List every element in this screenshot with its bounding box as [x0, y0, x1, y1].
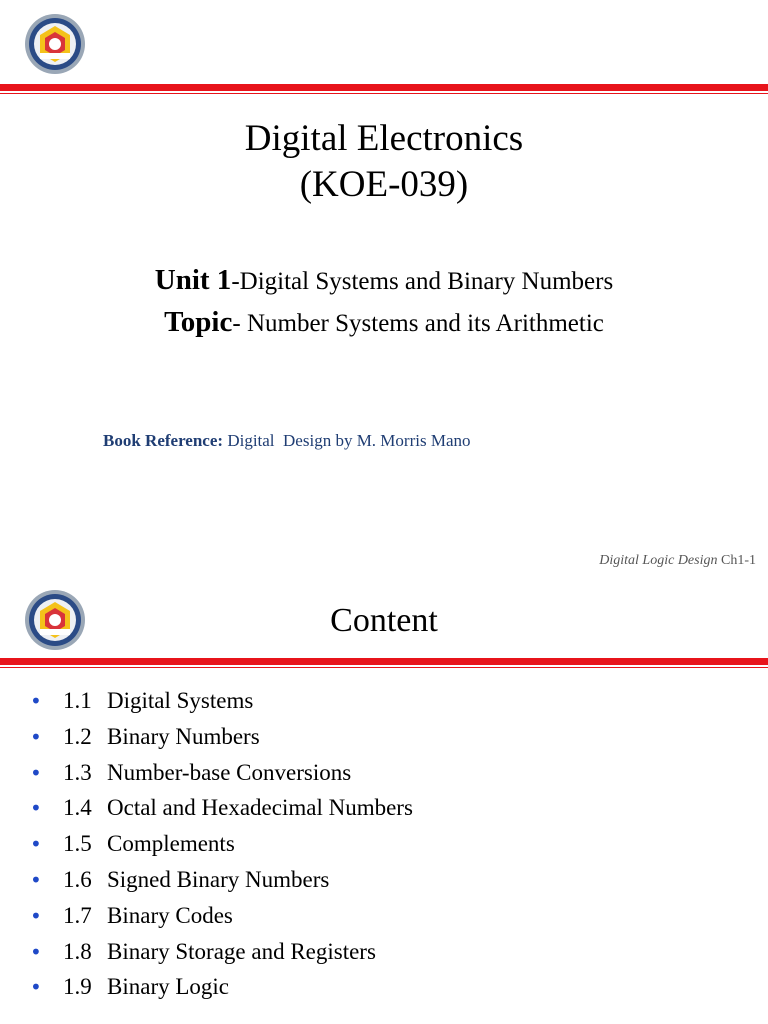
college-emblem-icon	[24, 13, 86, 75]
slide-footer	[599, 553, 756, 569]
unit-label: Unit 1	[154, 264, 232, 296]
list-item: • 1.8 Binary Storage and Registers	[30, 937, 413, 973]
bullet-dot-icon: •	[30, 689, 42, 713]
topic-line	[0, 304, 768, 345]
list-item: • 1.9 Binary Logic	[30, 972, 413, 1008]
course-code: (KOE-039)	[299, 164, 469, 205]
content-title: Content	[330, 602, 438, 639]
topic-label: Topic	[164, 306, 233, 338]
book-reference	[103, 429, 471, 453]
footer-course: Digital Logic Design	[599, 553, 718, 568]
unit-line	[0, 262, 768, 303]
list-item: • 1.7 Binary Codes	[30, 901, 413, 937]
content-slide	[0, 584, 768, 1024]
book-reference-value: Digital Design by M. Morris Mano	[227, 431, 471, 450]
contents-list	[30, 686, 413, 1008]
bullet-dot-icon: •	[30, 796, 42, 821]
list-item: • 1.5 Complements	[30, 829, 413, 865]
book-reference-label: Book Reference:	[103, 431, 224, 450]
list-item: • 1.1 Digital Systems	[30, 686, 413, 722]
list-item: • 1.4 Octal and Hexadecimal Numbers	[30, 793, 413, 829]
list-item: • 1.3 Number-base Conversions	[30, 758, 413, 794]
list-item: • 1.2 Binary Numbers	[30, 722, 413, 758]
bullet-dot-icon: •	[30, 939, 42, 964]
course-title: Digital Electronics	[244, 118, 524, 159]
unit-title: -Digital Systems and Binary Numbers	[231, 268, 614, 295]
bullet-dot-icon: •	[30, 724, 42, 749]
bullet-dot-icon: •	[30, 975, 42, 1000]
topic-title: - Number Systems and its Arithmetic	[232, 310, 604, 337]
bullet-dot-icon: •	[30, 903, 42, 928]
bullet-dot-icon: •	[30, 867, 42, 892]
footer-page: Ch1-1	[721, 553, 756, 568]
header-divider	[0, 658, 768, 668]
header-divider	[0, 84, 768, 94]
list-item: • 1.6 Signed Binary Numbers	[30, 865, 413, 901]
bullet-dot-icon: •	[30, 832, 42, 857]
bullet-dot-icon: •	[30, 760, 42, 785]
